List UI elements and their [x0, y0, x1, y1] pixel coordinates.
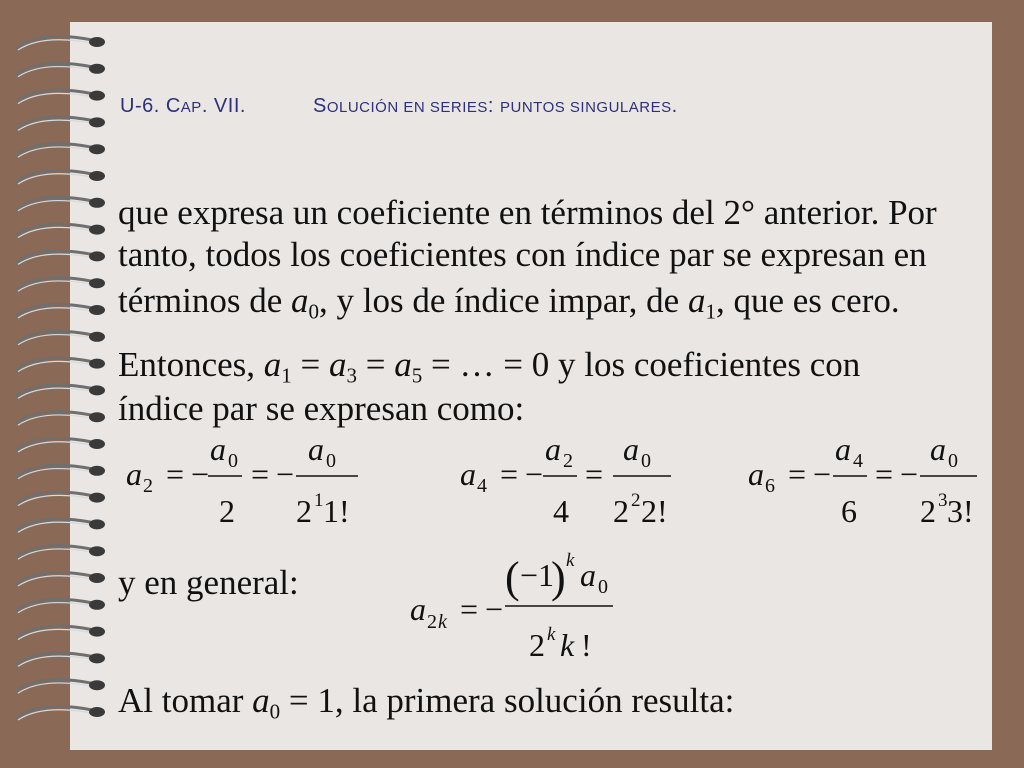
svg-text:=: =: [251, 456, 270, 492]
svg-text:−: −: [900, 456, 919, 492]
svg-text:0: 0: [641, 450, 651, 472]
spiral-ring: [16, 197, 105, 211]
svg-text:a: a: [210, 431, 226, 467]
svg-text:2: 2: [920, 493, 936, 529]
svg-text:6: 6: [841, 493, 857, 529]
spiral-ring: [16, 117, 105, 131]
spiral-ring: [16, 546, 105, 560]
general-label: y en general:: [118, 563, 299, 602]
spiral-ring: [16, 706, 105, 720]
spiral-ring: [16, 358, 105, 372]
paragraph1-line2: tanto, todos los coeficientes con índice par se expresan en: [118, 235, 927, 274]
header-unit: U-6. CAP. VII.: [120, 95, 246, 117]
svg-text:−: −: [485, 591, 504, 627]
spiral-ring: [16, 465, 105, 479]
svg-text:k: k: [438, 611, 447, 633]
paragraph2-line1: Entonces, $a_1 = a_3 = a_5$ = … = 0 y los coeficientes con: [118, 345, 861, 388]
svg-text:(: (: [505, 553, 520, 602]
spiral-ring: [16, 626, 105, 640]
svg-text:k: k: [566, 550, 575, 571]
svg-text:2: 2: [563, 450, 573, 472]
spiral-ring: [16, 170, 105, 184]
svg-text:=: =: [585, 456, 604, 492]
formula-a2: [118, 430, 388, 530]
svg-text:=: =: [788, 456, 807, 492]
svg-text:a: a: [580, 557, 596, 593]
spiral-ring: [16, 144, 105, 158]
spiral-ring: [16, 492, 105, 506]
paragraph1-line3: términos de $a_0$, y los de índice impar, de $a_1$, que es cero.: [118, 281, 900, 324]
svg-text:−: −: [191, 456, 210, 492]
spiral-ring: [16, 278, 105, 292]
formula-a4: [455, 430, 695, 530]
spiral-ring: [16, 304, 105, 318]
svg-text:k: k: [547, 624, 556, 645]
svg-text:a: a: [126, 456, 142, 492]
svg-text:2: 2: [427, 611, 437, 633]
svg-text:−: −: [276, 456, 295, 492]
spiral-ring: [16, 224, 105, 238]
closing-line: Al tomar $a_0 = 1$, la primera solución resulta:: [118, 681, 735, 724]
svg-text:2: 2: [631, 490, 641, 511]
svg-text:−: −: [525, 456, 544, 492]
svg-text:a: a: [748, 456, 764, 492]
svg-text:−1: −1: [520, 557, 555, 593]
paragraph2-line2: índice par se expresan como:: [118, 389, 525, 428]
spiral-ring: [16, 385, 105, 399]
formula-a6: [745, 430, 985, 530]
svg-text:−: −: [813, 456, 832, 492]
formula-general: [405, 548, 625, 668]
svg-text:=: =: [500, 456, 519, 492]
spiral-ring: [16, 251, 105, 265]
svg-text:2!: 2!: [641, 493, 668, 529]
svg-text:=: =: [875, 456, 894, 492]
svg-text:4: 4: [477, 475, 487, 497]
spiral-binding: [0, 0, 120, 768]
svg-text:!: !: [581, 627, 592, 663]
svg-text:a: a: [623, 431, 639, 467]
svg-text:a: a: [545, 431, 561, 467]
spiral-ring: [16, 36, 105, 50]
svg-text:6: 6: [765, 475, 775, 497]
svg-text:=: =: [166, 456, 185, 492]
svg-text:a: a: [930, 431, 946, 467]
spiral-ring: [16, 572, 105, 586]
svg-text:0: 0: [228, 450, 238, 472]
spiral-ring: [16, 412, 105, 426]
spiral-ring: [16, 331, 105, 345]
svg-text:0: 0: [326, 450, 336, 472]
spiral-ring: [16, 438, 105, 452]
svg-text:k: k: [560, 627, 575, 663]
svg-text:4: 4: [553, 493, 569, 529]
svg-text:2: 2: [529, 627, 545, 663]
svg-text:1: 1: [314, 490, 324, 511]
svg-text:a: a: [410, 591, 426, 627]
header-title: SOLUCIÓN EN SERIES: PUNTOS SINGULARES.: [313, 95, 678, 117]
svg-text:0: 0: [598, 576, 608, 598]
svg-text:a: a: [835, 431, 851, 467]
spiral-ring: [16, 519, 105, 533]
svg-text:1!: 1!: [323, 493, 350, 529]
paragraph1-line1: que expresa un coeficiente en términos del 2° anterior. Por: [118, 193, 937, 232]
svg-text:a: a: [460, 456, 476, 492]
spiral-ring: [16, 653, 105, 667]
svg-text:): ): [551, 553, 566, 602]
svg-text:2: 2: [219, 493, 235, 529]
svg-text:0: 0: [948, 450, 958, 472]
svg-text:2: 2: [143, 475, 153, 497]
spiral-ring: [16, 599, 105, 613]
svg-text:2: 2: [296, 493, 312, 529]
svg-text:3: 3: [938, 490, 948, 511]
spiral-ring: [16, 680, 105, 694]
svg-text:2: 2: [613, 493, 629, 529]
spiral-ring: [16, 90, 105, 104]
svg-text:3!: 3!: [947, 493, 974, 529]
svg-text:=: =: [460, 591, 479, 627]
svg-text:4: 4: [853, 450, 863, 472]
svg-text:a: a: [308, 431, 324, 467]
spiral-ring: [16, 63, 105, 77]
